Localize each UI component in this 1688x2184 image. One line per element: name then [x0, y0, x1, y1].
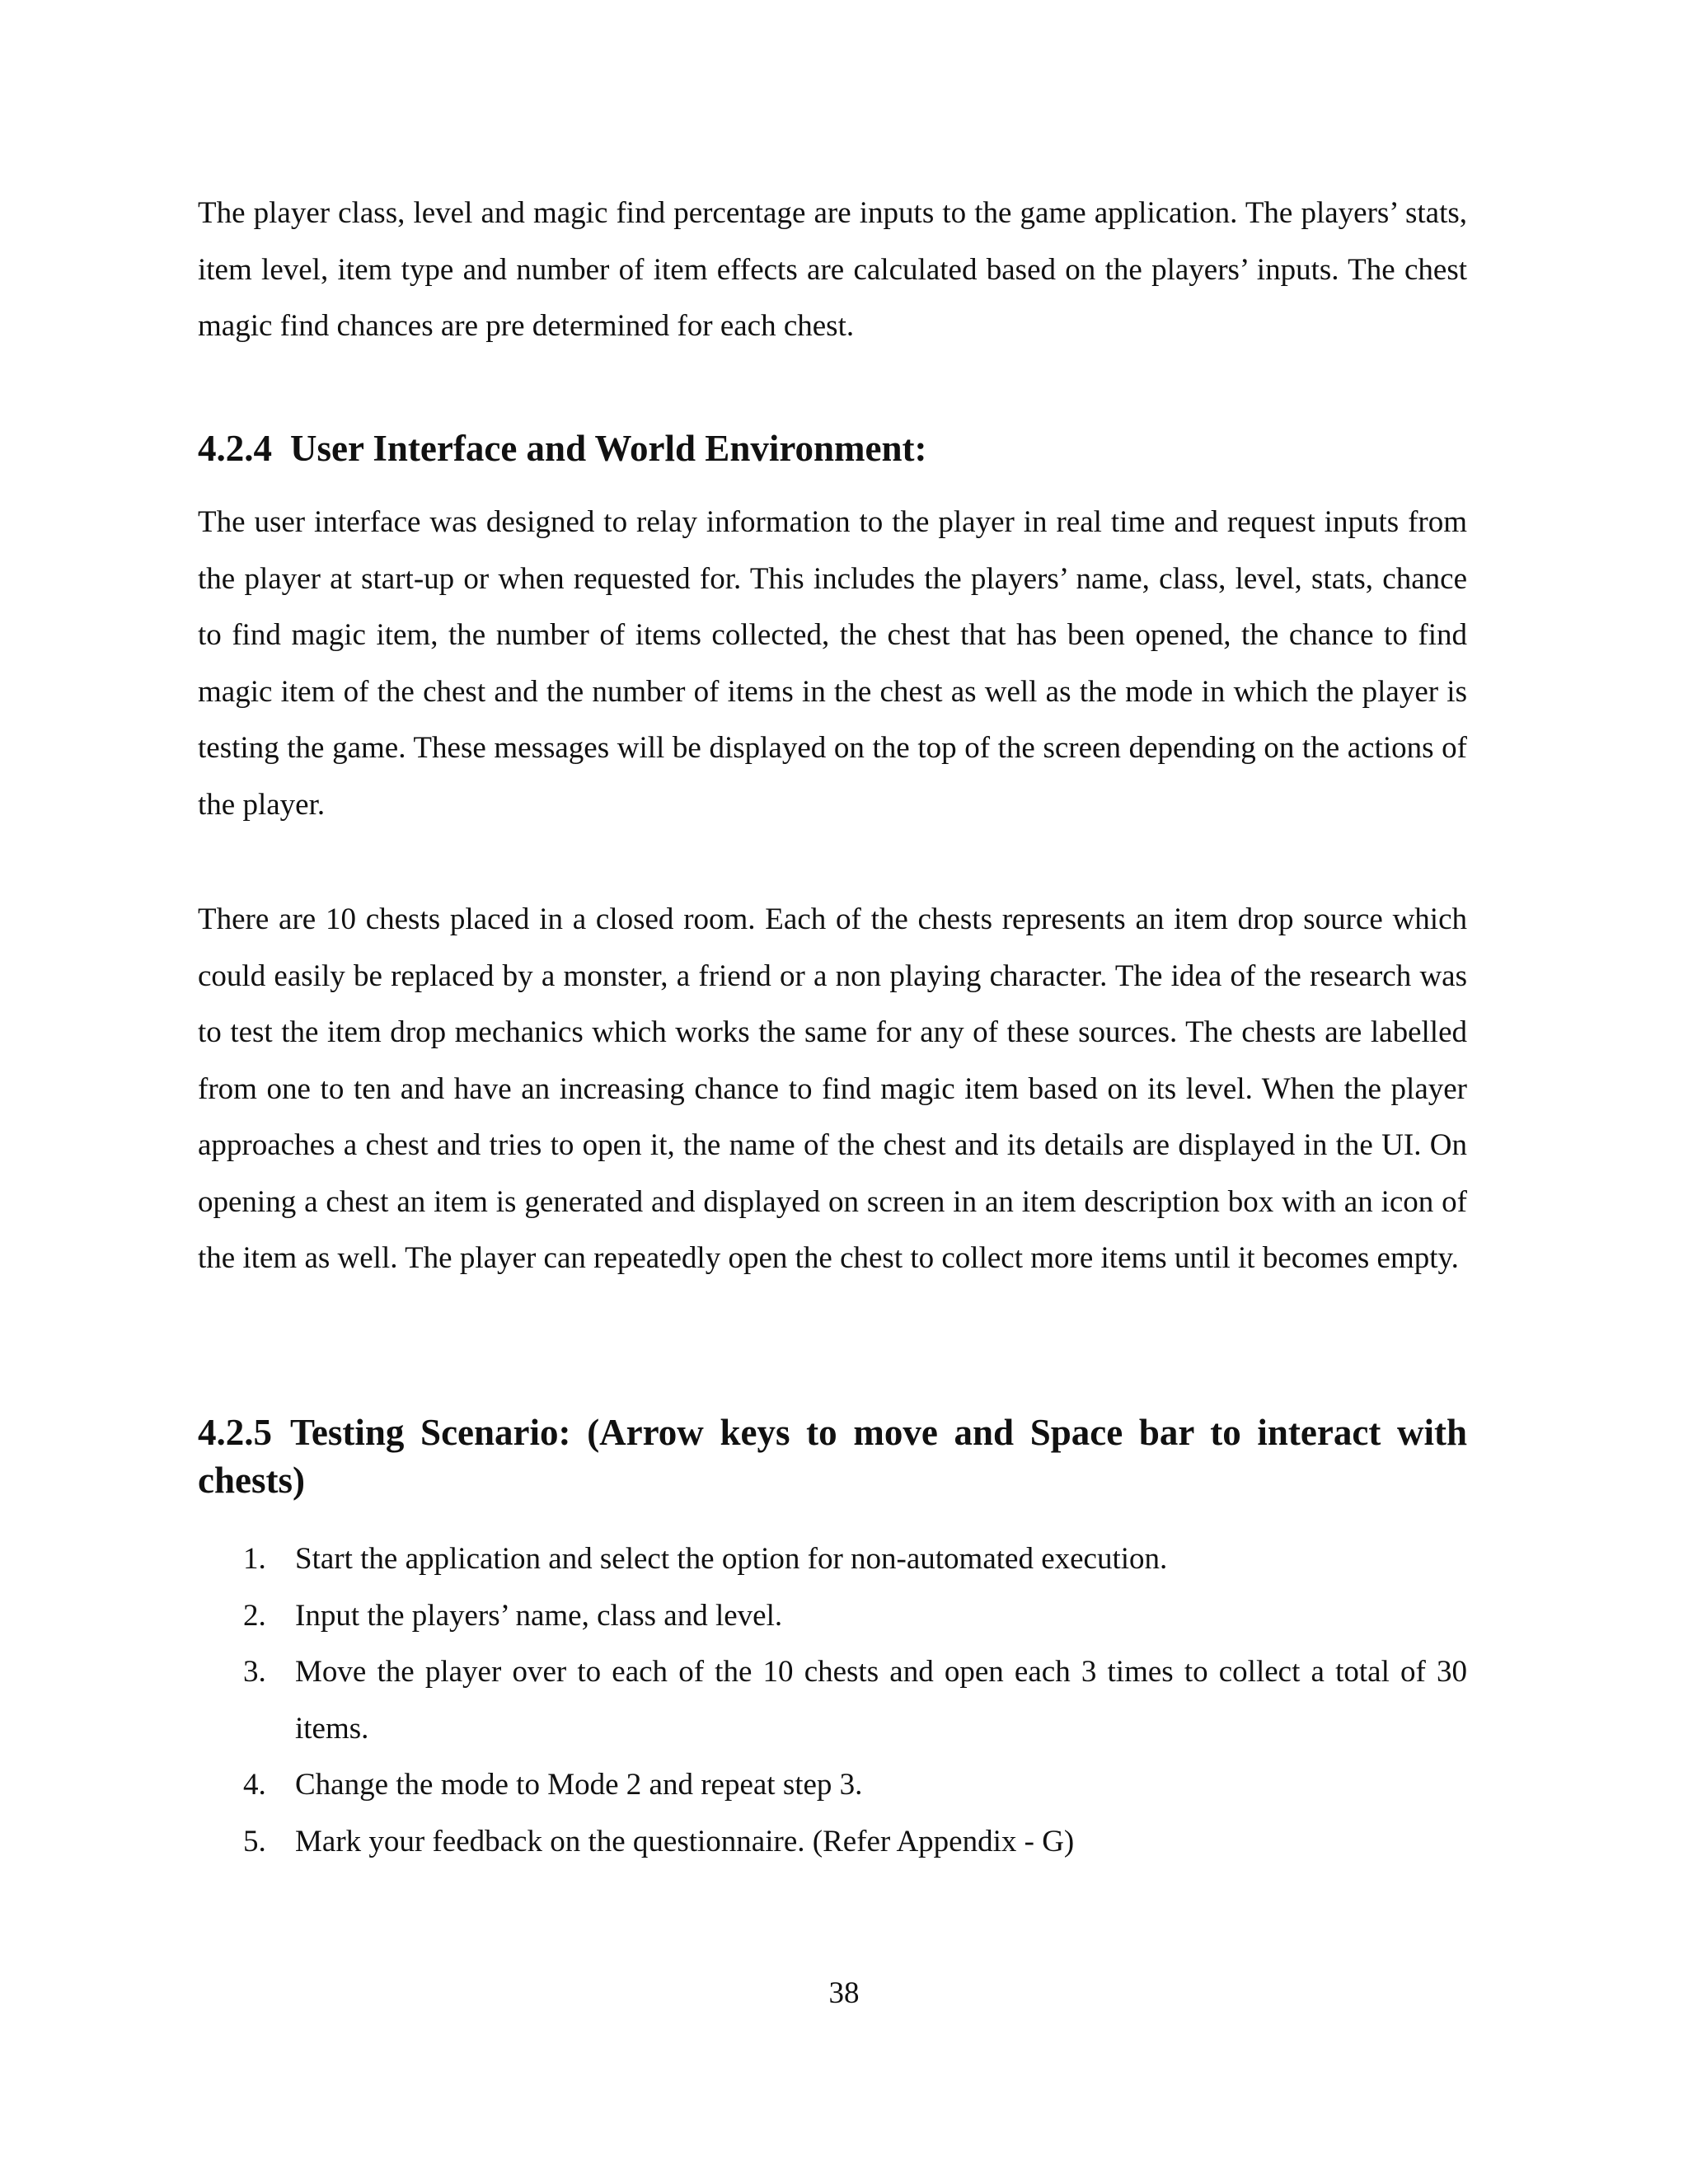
step-text: Mark your feedback on the questionnaire. (Refer Appendix - G)	[295, 1824, 1075, 1858]
step-number: 2.	[243, 1598, 266, 1633]
step-number: 4.	[243, 1768, 266, 1802]
list-item	[198, 1814, 1467, 1871]
chests-description-paragraph-block	[198, 892, 1467, 1287]
ui-description-paragraph: The user interface was designed to relay information to the player in real time and request inputs from the player at start-up or when requested for. This includes the players’ name, class, level, stats, chance to find magic item, the number of items collected, the chest that has been opened, the chance to find magic item of the chest and the number of items in the chest as well as the mode in which the player is testing the game. These messages will be displayed on the top of the screen depending on the actions of the player.	[198, 505, 1467, 822]
chests-description-paragraph: There are 10 chests placed in a closed room. Each of the chests represents an item drop source which could easily be replaced by a monster, a friend or a non playing character. The idea of the research was to test the item drop mechanics which works the same for any of these sources. The chests are labelled from one to ten and have an increasing chance to find magic item based on its level. When the player approaches a chest and tries to open it, the name of the chest and its details are displayed in the UI. On opening a chest an item is generated and displayed on screen in an item description box with an icon of the item as well. The player can repeatedly open the chest to collect more items until it becomes empty.	[198, 902, 1467, 1275]
testing-steps-block	[198, 1531, 1467, 1870]
intro-paragraph: The player class, level and magic find percentage are inputs to the game application. The players’ stats, item level, item type and number of item effects are calculated based on the players’ inputs. The chest magic find chances are pre determined for each chest.	[198, 196, 1467, 343]
section-number: 4.2.5	[198, 1412, 272, 1453]
step-number: 1.	[243, 1542, 266, 1576]
step-text: Start the application and select the option for non-automated execution.	[295, 1542, 1168, 1576]
step-text: Input the players’ name, class and level.	[295, 1598, 783, 1633]
section-title: User Interface and World Environment:	[290, 428, 927, 469]
section-number: 4.2.4	[198, 428, 272, 469]
step-text: Move the player over to each of the 10 chests and open each 3 times to collect a total of 30 items.	[295, 1655, 1467, 1746]
list-item	[198, 1531, 1467, 1588]
section-4-2-5-heading	[198, 1408, 1467, 1504]
list-item	[198, 1757, 1467, 1814]
step-number: 3.	[243, 1655, 266, 1689]
step-text: Change the mode to Mode 2 and repeat step 3.	[295, 1768, 863, 1802]
intro-paragraph-block	[198, 185, 1467, 355]
page-number: 38	[828, 1976, 860, 2010]
list-item	[198, 1644, 1467, 1757]
testing-steps-list	[198, 1531, 1467, 1870]
section-title: Testing Scenario: (Arrow keys to move and Space bar to interact with chests)	[198, 1412, 1467, 1501]
section-4-2-4-heading	[198, 424, 1467, 472]
ui-description-paragraph-block	[198, 494, 1467, 833]
step-number: 5.	[243, 1824, 266, 1858]
list-item	[198, 1588, 1467, 1645]
